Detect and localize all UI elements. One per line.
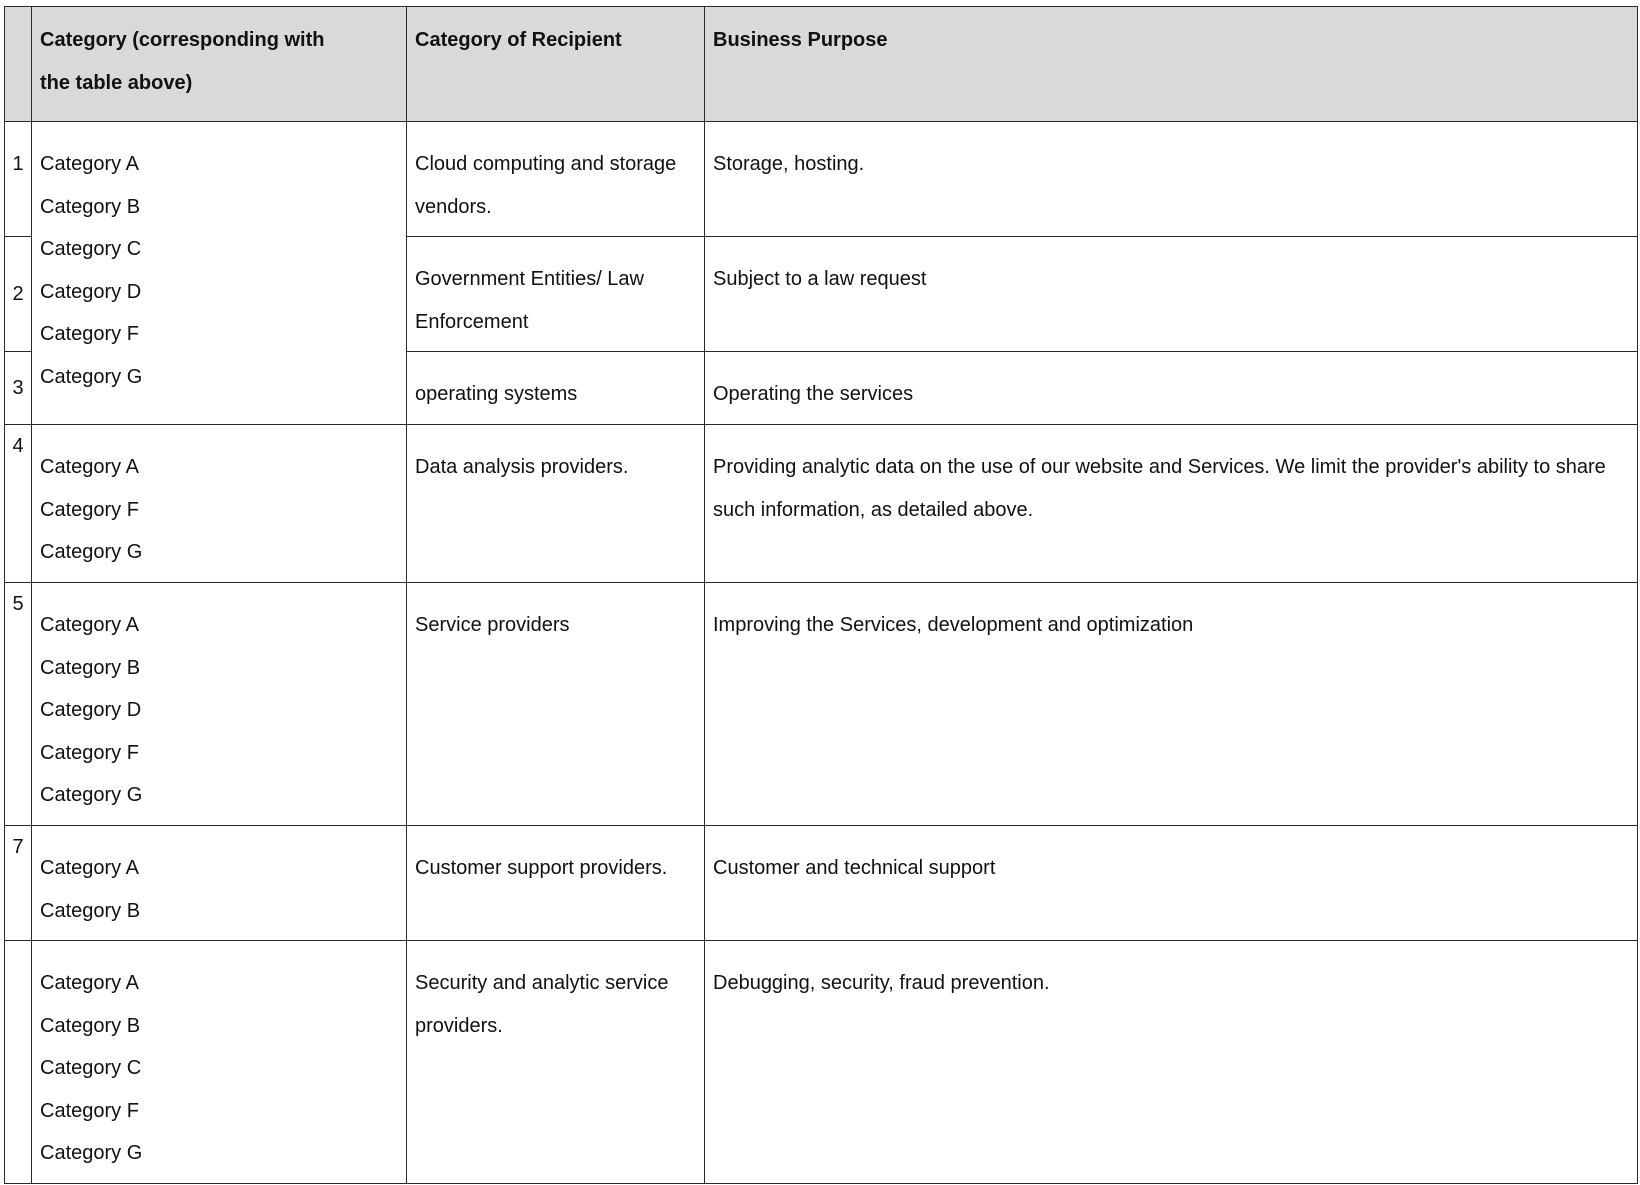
recipients-table: [4, 6, 1638, 1184]
purpose-cell: Storage, hosting.: [705, 122, 1638, 237]
row-number: 2: [5, 237, 32, 352]
category-list: [32, 583, 407, 826]
category-item: Category B: [40, 1014, 141, 1037]
category-list: [32, 826, 407, 941]
table-row: [5, 425, 1638, 583]
category-item: Category A: [40, 857, 139, 879]
row-number: 3: [5, 352, 32, 425]
header-row: [5, 7, 1638, 122]
purpose-cell: Providing analytic data on the use of our website and Services. We limit the provider's ability to share such information, as detailed above.: [705, 425, 1638, 583]
category-item: Category F: [40, 498, 139, 521]
purpose-cell: Improving the Services, development and optimization: [705, 583, 1638, 826]
header-recipient: Category of Recipient: [407, 7, 705, 122]
category-item: Category C: [40, 1057, 142, 1079]
table-row: [5, 941, 1638, 1184]
category-item: Category G: [40, 541, 143, 563]
purpose-cell: Debugging, security, fraud prevention.: [705, 941, 1638, 1184]
category-list: [32, 122, 407, 425]
category-item: Category C: [40, 238, 142, 260]
row-number: 4: [5, 425, 32, 583]
category-item: Category A: [40, 456, 139, 478]
table-row: [5, 583, 1638, 826]
recipient-cell: Customer support providers.: [407, 826, 705, 941]
header-number: [5, 7, 32, 122]
recipient-cell: Cloud computing and storage vendors.: [407, 122, 705, 237]
category-item: Category A: [40, 614, 139, 636]
table-row: [5, 122, 1638, 237]
recipient-cell: Security and analytic service providers.: [407, 941, 705, 1184]
category-list: [32, 941, 407, 1184]
row-number: 7: [5, 826, 32, 941]
table-row: [5, 826, 1638, 941]
category-item: Category F: [40, 1099, 139, 1122]
category-item: Category F: [40, 323, 139, 345]
category-item: Category G: [40, 784, 143, 806]
purpose-cell: Operating the services: [705, 352, 1638, 425]
category-item: Category B: [40, 656, 141, 679]
category-item: Category B: [40, 899, 141, 922]
header-category: Category (corresponding with the table above): [32, 7, 407, 122]
purpose-cell: Customer and technical support: [705, 826, 1638, 941]
recipient-cell: Service providers: [407, 583, 705, 826]
recipient-cell: Government Entities/ Law Enforcement: [407, 237, 705, 352]
recipient-cell: Data analysis providers.: [407, 425, 705, 583]
recipient-cell: operating systems: [407, 352, 705, 425]
category-item: Category D: [40, 280, 142, 303]
row-number: 5: [5, 583, 32, 826]
category-item: Category D: [40, 699, 142, 721]
category-item: Category B: [40, 195, 141, 218]
category-item: Category F: [40, 741, 139, 764]
purpose-cell: Subject to a law request: [705, 237, 1638, 352]
category-item: Category A: [40, 972, 139, 994]
header-purpose: Business Purpose: [705, 7, 1638, 122]
category-list: [32, 425, 407, 583]
row-number: 1: [5, 122, 32, 237]
category-item: Category G: [40, 365, 143, 388]
row-number: [5, 941, 32, 1184]
category-item: Category G: [40, 1142, 143, 1164]
category-item: Category A: [40, 153, 139, 175]
